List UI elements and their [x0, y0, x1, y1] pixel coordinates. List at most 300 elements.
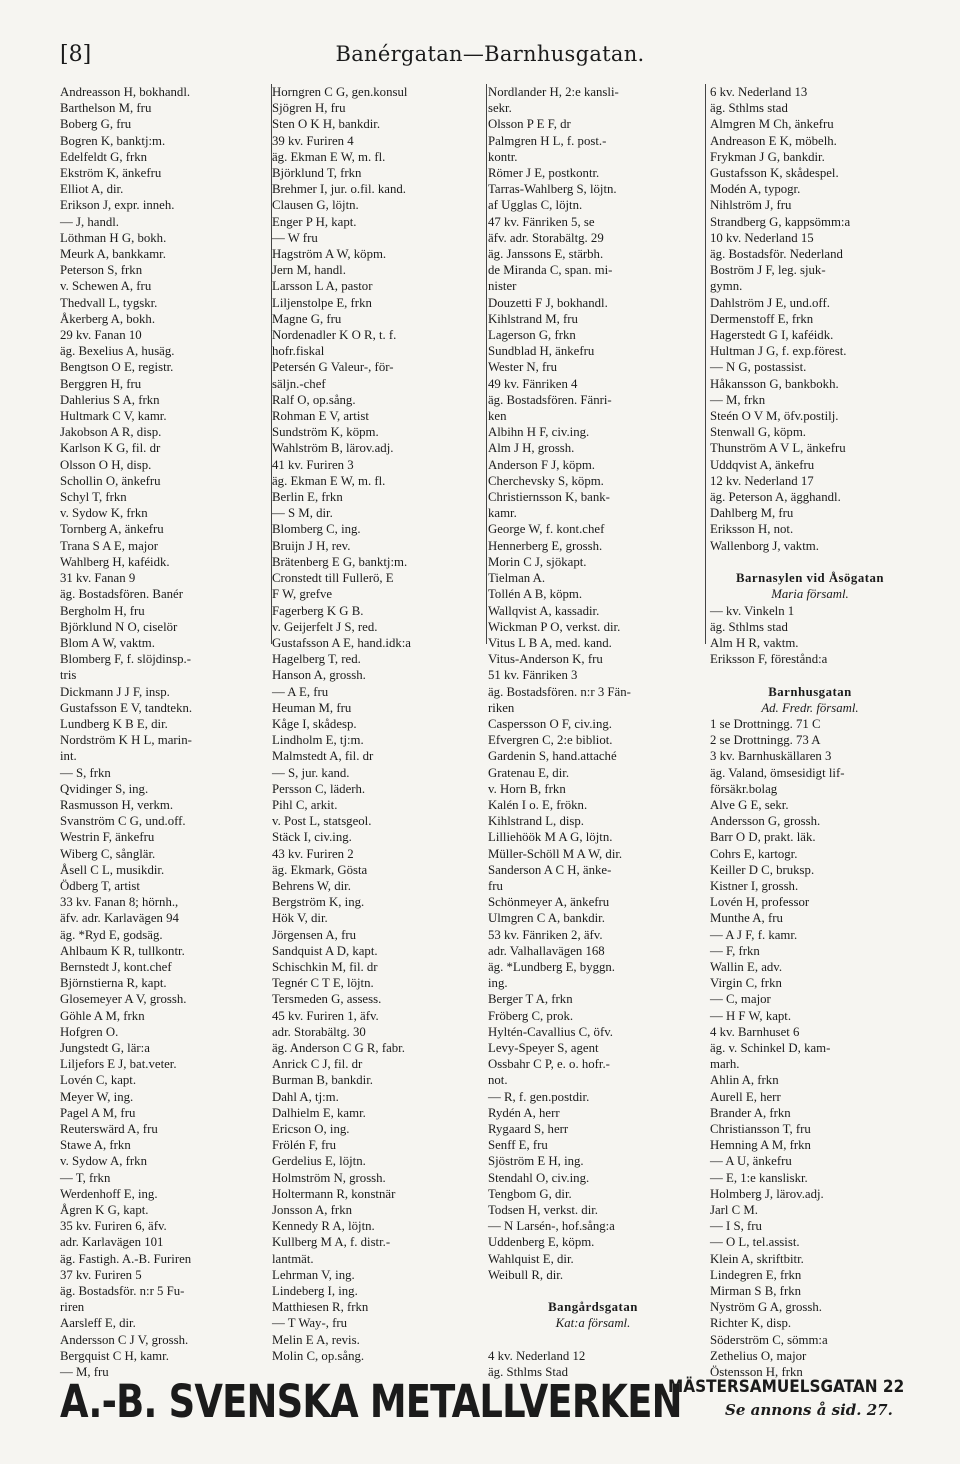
directory-entry: Barr O D, prakt. läk. [710, 830, 816, 845]
directory-column-1 [60, 84, 270, 1380]
directory-entry: äg. Sthlms stad [710, 619, 788, 634]
directory-entry: Hemning A M, frkn [710, 1138, 811, 1153]
directory-entry: 12 kv. Nederland 17 [710, 473, 814, 488]
directory-entry: Rohman E V, artist [272, 409, 369, 424]
directory-entry: Pagel A M, fru [60, 1105, 136, 1120]
directory-entry: Meurk A, bankkamr. [60, 247, 166, 262]
directory-entry: Ad. Fredr. församl. [761, 700, 859, 715]
spacer [488, 1332, 698, 1348]
column-divider [486, 84, 487, 644]
directory-entry: Lehrman V, ing. [272, 1267, 355, 1282]
directory-entry: — W fru [272, 230, 318, 245]
directory-entry: — F, frkn [710, 943, 760, 958]
directory-entry: Frölén F, fru [272, 1138, 337, 1153]
directory-entry: Holmström N, grossh. [272, 1170, 386, 1185]
directory-entry: Caspersson O F, civ.ing. [488, 716, 612, 731]
directory-entry: Boström J F, leg. sjuk- [710, 263, 826, 278]
directory-entry: Bengtson O E, registr. [60, 360, 174, 375]
directory-entry: Todsen H, verkst. dir. [488, 1203, 598, 1218]
directory-entry: 4 kv. Barnhuset 6 [710, 1024, 800, 1039]
directory-entry: Edelfeldt G, frkn [60, 149, 148, 164]
directory-entry: — T, frkn [60, 1170, 111, 1185]
directory-entry: Wallin E, adv. [710, 959, 783, 974]
spacer [710, 554, 910, 570]
directory-entry: Ågren K G, kapt. [60, 1203, 149, 1218]
directory-entry: v. Geijerfelt J S, red. [272, 619, 378, 634]
directory-entry: 45 kv. Furiren 1, äfv. [272, 1008, 379, 1023]
directory-entry: Sanderson A C H, änke- [488, 862, 612, 877]
directory-entry: Hanson A, grossh. [272, 668, 366, 683]
directory-entry: Blom A W, vaktm. [60, 635, 155, 650]
directory-entry: Gerdelius E, löjtn. [272, 1154, 366, 1169]
directory-entry: Cohrs E, kartogr. [710, 846, 798, 861]
directory-entry: Vitus L B A, med. kand. [488, 635, 612, 650]
directory-entry: Lindeberg I, ing. [272, 1284, 358, 1299]
directory-entry: Berger T A, frkn [488, 992, 573, 1007]
directory-entry: — S M, dir. [272, 506, 333, 521]
directory-entry: äfv. adr. Karlavägen 94 [60, 911, 179, 926]
directory-entry: kontr. [488, 149, 518, 164]
directory-entry: äg. Fastigh. A.-B. Furiren [60, 1251, 192, 1266]
directory-entry: Barnhusgatan [768, 684, 852, 699]
directory-entry: Palmgren H L, f. post.- [488, 133, 607, 148]
page-number: [8] [60, 42, 92, 67]
directory-entry: Efvergren C, 2:e bibliot. [488, 733, 613, 748]
ad-note: Se annons å sid. 27. [725, 1401, 893, 1419]
directory-entry: Eriksson F, förestånd:a [710, 652, 828, 667]
directory-entry: Reuterswärd A, fru [60, 1122, 158, 1136]
directory-entry: adr. Valhallavägen 168 [488, 943, 605, 958]
directory-entry: Sandquist A D, kapt. [272, 943, 378, 958]
directory-entry: 3 kv. Barnhuskällaren 3 [710, 749, 832, 764]
directory-entry: Schyl T, frkn [60, 490, 127, 505]
directory-entry: äg. Bostadsför. Nederland [710, 247, 843, 262]
directory-entry: — I S, fru [710, 1219, 762, 1234]
directory-entry: marh. [710, 1057, 740, 1072]
directory-entry: 33 kv. Fanan 8; hörnh., [60, 895, 179, 910]
directory-entry: Ralf O, op.sång. [272, 392, 356, 407]
directory-entry: fru [488, 878, 503, 893]
directory-entry: Gustafsson K, skådespel. [710, 166, 839, 181]
directory-entry: Rygaard S, herr [488, 1122, 569, 1136]
directory-entry: Nihlström J, fru [710, 198, 792, 213]
directory-entry: Stendahl O, civ.ing. [488, 1170, 590, 1185]
directory-entry: Brander A, frkn [710, 1105, 791, 1120]
directory-entry: 6 kv. Nederland 13 [710, 85, 808, 99]
directory-entry: Blomberg C, ing. [272, 522, 361, 537]
directory-entry: Nordlander H, 2:e kansli- [488, 85, 619, 99]
directory-entry: — M, frkn [710, 392, 766, 407]
directory-entry: Bruijn J H, rev. [272, 538, 351, 553]
page-header [60, 42, 920, 82]
directory-entry: Wiberg C, sånglär. [60, 846, 156, 861]
directory-entry: — E, 1:e kansliskr. [710, 1170, 808, 1185]
directory-entry: Thunström A V L, änkefru [710, 441, 846, 456]
directory-entry: Uddqvist A, änkefru [710, 457, 815, 472]
directory-entry: Müller-Schöll M A W, dir. [488, 846, 623, 861]
directory-entry: Stäck I, civ.ing. [272, 830, 352, 845]
directory-entry: Tegnér C T E, löjtn. [272, 976, 374, 991]
directory-entry: Cherchevsky S, köpm. [488, 473, 604, 488]
directory-entry: Steén O V M, öfv.postilj. [710, 409, 839, 424]
directory-entry: — S, frkn [60, 765, 111, 780]
directory-entry: Horngren C G, gen.konsul [272, 85, 408, 99]
directory-entry: Hultmark C V, kamr. [60, 409, 167, 424]
directory-entry: riren [60, 1300, 85, 1315]
directory-entry: George W, f. kont.chef [488, 522, 605, 537]
directory-entry: 10 kv. Nederland 15 [710, 230, 814, 245]
directory-entry: Kistner I, grossh. [710, 878, 799, 893]
directory-entry: Fagerberg K G B. [272, 603, 364, 618]
directory-entry: Rydén A, herr [488, 1105, 560, 1120]
directory-entry: Alm H R, vaktm. [710, 635, 799, 650]
directory-entry: äg. Anderson C G R, fabr. [272, 1040, 405, 1055]
directory-entry: Jern M, handl. [272, 263, 346, 278]
directory-entry: Eriksson H, not. [710, 522, 794, 537]
directory-entry: Kennedy R A, löjtn. [272, 1219, 375, 1234]
directory-entry: Björklund N O, ciselör [60, 619, 178, 634]
directory-entry: Tornberg A, änkefru [60, 522, 164, 537]
directory-entry: Sjögren H, fru [272, 101, 346, 116]
directory-entry: Cronstedt till Fullerö, E [272, 571, 394, 586]
directory-entry: — S, jur. kand. [272, 765, 350, 780]
directory-entry: adr. Karlavägen 101 [60, 1235, 164, 1250]
directory-entry: Lindholm E, tj:m. [272, 733, 364, 748]
directory-entry: Lundberg K B E, dir. [60, 716, 168, 731]
directory-entry: Tarras-Wahlberg S, löjtn. [488, 182, 617, 197]
directory-entry: lantmät. [272, 1251, 314, 1266]
directory-entry: äg. Ekman E W, m. fl. [272, 473, 386, 488]
directory-entry: Björklund T, frkn [272, 166, 362, 181]
directory-entry: Meyer W, ing. [60, 1089, 134, 1104]
directory-entry: äg. Bostadsför. n:r 5 Fu- [60, 1284, 185, 1299]
directory-entry: Nyström G A, grossh. [710, 1300, 822, 1315]
directory-entry: Christiansson T, fru [710, 1122, 811, 1136]
directory-entry: Sten O K H, bankdir. [272, 117, 381, 132]
directory-entry: Lilliehöök M A G, löjtn. [488, 830, 613, 845]
directory-entry: Richter K, disp. [710, 1316, 792, 1331]
directory-entry: äg. *Lundberg E, byggn. [488, 959, 616, 974]
directory-entry: Wallenborg J, vaktm. [710, 538, 819, 553]
directory-entry: 49 kv. Fänriken 4 [488, 376, 578, 391]
directory-entry: Hofgren O. [60, 1024, 119, 1039]
directory-entry: Hök V, dir. [272, 911, 328, 926]
spacer [488, 1283, 698, 1299]
directory-entry: v. Horn B, frkn [488, 781, 566, 796]
directory-entry: 53 kv. Fänriken 2, äfv. [488, 927, 603, 942]
directory-entry: Mirman S B, frkn [710, 1284, 801, 1299]
directory-entry: — M, fru [60, 1365, 109, 1380]
directory-entry: Hagelberg T, red. [272, 652, 361, 667]
directory-entry: Enger P H, kapt. [272, 214, 357, 229]
directory-entry: Tersmeden G, assess. [272, 992, 382, 1007]
directory-entry: Åkerberg A, bokh. [60, 311, 156, 326]
directory-entry: Sjöström E H, ing. [488, 1154, 584, 1169]
spacer [710, 667, 910, 683]
directory-entry: Olsson O H, disp. [60, 457, 152, 472]
directory-entry: Wester N, fru [488, 360, 557, 375]
directory-entry: Jarl C M. [710, 1203, 758, 1218]
directory-entry: Almgren M Ch, änkefru [710, 117, 834, 132]
directory-entry: Lovén H, professor [710, 895, 810, 910]
directory-entry: Behrens W, dir. [272, 878, 351, 893]
directory-entry: Albihn H F, civ.ing. [488, 425, 590, 440]
directory-entry: Qvidinger S, ing. [60, 781, 149, 796]
directory-entry: Wahlquist E, dir. [488, 1251, 574, 1266]
directory-entry: Zethelius O, major [710, 1348, 807, 1363]
directory-entry: Hyltén-Cavallius C, öfv. [488, 1024, 613, 1039]
directory-entry: hofr.fiskal [272, 344, 325, 359]
directory-entry: Larsson L A, pastor [272, 279, 373, 294]
directory-entry: Morin C J, sjökapt. [488, 554, 587, 569]
directory-entry: Kalén I o. E, frökn. [488, 797, 588, 812]
directory-entry: adr. Storabältg. 30 [272, 1024, 366, 1039]
directory-entry: Dickmann J J F, insp. [60, 684, 170, 699]
directory-entry: Matthiesen R, frkn [272, 1300, 369, 1315]
directory-entry: — kv. Vinkeln 1 [710, 603, 795, 618]
directory-entry: Pihl C, arkit. [272, 797, 338, 812]
directory-entry: Westrin F, änkefru [60, 830, 155, 845]
directory-entry: Wallqvist A, kassadir. [488, 603, 600, 618]
directory-entry: F W, grefve [272, 587, 333, 602]
directory-entry: Bergquist C H, kamr. [60, 1348, 169, 1363]
directory-entry: — J, handl. [60, 214, 120, 229]
directory-entry: Ödberg T, artist [60, 878, 140, 893]
directory-entry: 41 kv. Furiren 3 [272, 457, 354, 472]
directory-entry: 29 kv. Fanan 10 [60, 328, 142, 343]
directory-entry: Bergström K, ing. [272, 895, 365, 910]
directory-entry: Hagström A W, köpm. [272, 247, 387, 262]
directory-entry: Römer J E, postkontr. [488, 166, 600, 181]
directory-column-2 [272, 84, 482, 1364]
directory-entry: Tielman A. [488, 571, 546, 586]
directory-entry: Brehmer I, jur. o.fil. kand. [272, 182, 406, 197]
directory-entry: 2 se Drottningg. 73 A [710, 733, 821, 748]
directory-entry: Tengbom G, dir. [488, 1186, 572, 1201]
directory-entry: Maria församl. [771, 587, 849, 602]
directory-entry: Sundström K, köpm. [272, 425, 379, 440]
directory-entry: Jonsson A, frkn [272, 1203, 352, 1218]
directory-columns [60, 84, 910, 1380]
directory-entry: tris [60, 668, 77, 683]
directory-entry: säljn.-chef [272, 376, 326, 391]
directory-entry: Persson C, läderh. [272, 781, 366, 796]
directory-entry: Wickman P O, verkst. dir. [488, 619, 621, 634]
directory-entry: riken [488, 700, 515, 715]
directory-entry: äg. Ekmark, Gösta [272, 862, 368, 877]
directory-entry: Klein A, skriftbitr. [710, 1251, 804, 1266]
directory-entry: Andersson C J V, grossh. [60, 1332, 189, 1347]
directory-entry: v. Sydow A, frkn [60, 1154, 147, 1169]
directory-entry: Liljefors E J, bat.veter. [60, 1057, 177, 1072]
directory-entry: ing. [488, 976, 508, 991]
directory-entry: nister [488, 279, 517, 294]
directory-entry: Magne G, fru [272, 311, 342, 326]
directory-entry: Björnstierna R, kapt. [60, 976, 167, 991]
directory-column-3 [488, 84, 698, 1380]
directory-entry: Jungstedt G, lär:a [60, 1040, 150, 1055]
directory-entry: Brätenberg E G, banktj:m. [272, 554, 408, 569]
directory-entry: — C, major [710, 992, 771, 1007]
directory-entry: — A U, änkefru [710, 1154, 792, 1169]
directory-entry: Modén A, typogr. [710, 182, 801, 197]
directory-entry: Dahlberg M, fru [710, 506, 794, 521]
directory-entry: äg. Peterson A, ägghandl. [710, 490, 841, 505]
directory-entry: de Miranda C, span. mi- [488, 263, 613, 278]
directory-entry: Andersson G, grossh. [710, 814, 821, 829]
directory-entry: Holtermann R, konstnär [272, 1186, 396, 1201]
directory-entry: Bogren K, banktj:m. [60, 133, 166, 148]
directory-entry: Gustafsson E V, tandtekn. [60, 700, 193, 715]
directory-entry: äg. Ekman E W, m. fl. [272, 149, 386, 164]
directory-entry: Virgin C, frkn [710, 976, 782, 991]
directory-entry: ken [488, 409, 507, 424]
directory-entry: 47 kv. Fänriken 5, se [488, 214, 595, 229]
directory-entry: v. Post L, statsgeol. [272, 814, 372, 829]
directory-entry: äg. Bexelius A, husäg. [60, 344, 175, 359]
directory-entry: Aurell E, herr [710, 1089, 781, 1104]
directory-entry: Aarsleff E, dir. [60, 1316, 136, 1331]
directory-entry: Göhle A M, frkn [60, 1008, 145, 1023]
directory-entry: Burman B, bankdir. [272, 1073, 373, 1088]
directory-entry: Rasmusson H, verkm. [60, 797, 174, 812]
directory-entry: försäkr.bolag [710, 781, 778, 796]
directory-entry: Ahlin A, frkn [710, 1073, 779, 1088]
directory-entry: 39 kv. Furiren 4 [272, 133, 354, 148]
directory-entry: Munthe A, fru [710, 911, 783, 926]
directory-entry: Heuman M, fru [272, 700, 352, 715]
directory-entry: Åsell C L, musikdir. [60, 862, 165, 877]
directory-entry: Söderström C, sömm:a [710, 1332, 828, 1347]
directory-entry: Anderson F J, köpm. [488, 457, 595, 472]
directory-entry: — R, f. gen.postdir. [488, 1089, 590, 1104]
directory-entry: Dahl A, tj:m. [272, 1089, 339, 1104]
directory-entry: Gratenau E, dir. [488, 765, 570, 780]
directory-entry: Andreason E K, möbelh. [710, 133, 837, 148]
directory-entry: Gardenin S, hand.attaché [488, 749, 617, 764]
page-title: Banérgatan—Barnhusgatan. [335, 42, 645, 66]
column-divider [705, 84, 706, 644]
directory-entry: äg. Sthlms Stad [488, 1365, 568, 1380]
directory-entry: Peterson S, frkn [60, 263, 143, 278]
directory-entry: Blomberg F, f. slöjdinsp.- [60, 652, 191, 667]
directory-entry: Bangårdsgatan [548, 1300, 638, 1315]
directory-entry: 35 kv. Furiren 6, äfv. [60, 1219, 167, 1234]
directory-entry: — N Larsén-, hof.sång:a [488, 1219, 615, 1234]
directory-entry: Liljenstolpe E, frkn [272, 295, 372, 310]
directory-entry: äg. Bostadsfören. n:r 3 Fän- [488, 684, 631, 699]
directory-entry: af Ugglas C, löjtn. [488, 198, 583, 213]
directory-entry: Berggren H, fru [60, 376, 142, 391]
directory-entry: Hennerberg E, grossh. [488, 538, 603, 553]
directory-entry: Kat:a församl. [555, 1316, 631, 1331]
directory-entry: äg. Valand, ömsesidigt lif- [710, 765, 845, 780]
directory-entry: Werdenhoff E, ing. [60, 1186, 158, 1201]
directory-entry: sekr. [488, 101, 512, 116]
directory-entry: Lindegren E, frkn [710, 1267, 802, 1282]
directory-entry: Berlin E, frkn [272, 490, 343, 505]
directory-entry: not. [488, 1073, 508, 1088]
directory-entry: äfv. adr. Storabältg. 29 [488, 230, 604, 245]
directory-entry: kamr. [488, 506, 517, 521]
directory-entry: Schönmeyer A, änkefru [488, 895, 610, 910]
directory-entry: Ulmgren C A, bankdir. [488, 911, 605, 926]
directory-entry: Jörgensen A, fru [272, 927, 356, 942]
directory-entry: Petersén G Valeur-, för- [272, 360, 394, 375]
directory-entry: Stawe A, frkn [60, 1138, 131, 1153]
directory-entry: Thedvall L, tygskr. [60, 295, 158, 310]
directory-entry: 31 kv. Fanan 9 [60, 571, 136, 586]
directory-entry: Weibull R, dir. [488, 1267, 564, 1282]
ad-address: MÄSTERSAMUELSGATAN 22 [668, 1377, 905, 1397]
directory-entry: Elliot A, dir. [60, 182, 124, 197]
directory-entry: — N G, postassist. [710, 360, 807, 375]
directory-entry: Barnasylen vid Åsögatan [735, 571, 885, 586]
directory-entry: Bernstedt J, kont.chef [60, 959, 172, 974]
directory-entry: Bergholm H, fru [60, 603, 145, 618]
directory-entry: 4 kv. Nederland 12 [488, 1348, 586, 1363]
directory-entry: Ericson O, ing. [272, 1122, 350, 1136]
directory-entry: 37 kv. Furiren 5 [60, 1267, 142, 1282]
directory-entry: Douzetti F J, bokhandl. [488, 295, 608, 310]
directory-entry: äg. *Ryd E, godsäg. [60, 927, 163, 942]
directory-entry: Gustafsson A E, hand.idk:a [272, 635, 411, 650]
directory-entry: Kihlstrand L, disp. [488, 814, 584, 829]
directory-entry: Håkansson G, bankbokh. [710, 376, 839, 391]
directory-entry: äg. Janssons E, stärbh. [488, 247, 604, 262]
ad-brand: A.-B. SVENSKA METALLVERKEN [60, 1375, 682, 1428]
directory-entry: Svanström C G, und.off. [60, 814, 186, 829]
directory-entry: Dalhielm E, kamr. [272, 1105, 366, 1120]
directory-entry: Anrick C J, fil. dr [272, 1057, 363, 1072]
directory-entry: Östensson H, frkn [710, 1365, 803, 1380]
directory-entry: Boberg G, fru [60, 117, 132, 132]
directory-entry: 51 kv. Fänriken 3 [488, 668, 578, 683]
directory-entry: Tollén A B, köpm. [488, 587, 583, 602]
directory-entry: Holmberg J, lärov.adj. [710, 1186, 824, 1201]
directory-entry: Glosemeyer A V, grossh. [60, 992, 187, 1007]
directory-entry: Levy-Speyer S, agent [488, 1040, 599, 1055]
directory-entry: Strandberg G, kappsömm:a [710, 214, 851, 229]
directory-entry: Karlson K G, fil. dr [60, 441, 161, 456]
directory-entry: Kullberg M A, f. distr.- [272, 1235, 391, 1250]
directory-entry: — A E, fru [272, 684, 329, 699]
directory-entry: Dermenstoff E, frkn [710, 311, 814, 326]
directory-entry: — H F W, kapt. [710, 1008, 792, 1023]
directory-entry: int. [60, 749, 77, 764]
directory-entry: Wahlström B, lärov.adj. [272, 441, 394, 456]
directory-entry: Christiernsson K, bank- [488, 490, 610, 505]
directory-entry: Löthman H G, bokh. [60, 230, 167, 245]
directory-entry: Alm J H, grossh. [488, 441, 575, 456]
directory-entry: v. Schewen A, fru [60, 279, 152, 294]
advertisement-banner [60, 1375, 910, 1435]
directory-entry: — A J F, f. kamr. [710, 927, 798, 942]
directory-entry: 1 se Drottningg. 71 C [710, 716, 821, 731]
directory-entry: Stenwall G, köpm. [710, 425, 806, 440]
directory-entry: Molin C, op.sång. [272, 1348, 365, 1363]
directory-entry: Vitus-Anderson K, fru [488, 652, 603, 667]
directory-entry: Senff E, fru [488, 1138, 548, 1153]
directory-entry: 43 kv. Furiren 2 [272, 846, 354, 861]
directory-entry: Frykman J G, bankdir. [710, 149, 825, 164]
directory-entry: äg. Sthlms stad [710, 101, 788, 116]
directory-entry: Barthelson M, fru [60, 101, 152, 116]
directory-entry: Hagerstedt G I, kaféidk. [710, 328, 834, 343]
directory-entry: Andreasson H, bokhandl. [60, 85, 191, 99]
directory-entry: Schischkin M, fil. dr [272, 959, 378, 974]
directory-entry: Lagerson G, frkn [488, 328, 576, 343]
